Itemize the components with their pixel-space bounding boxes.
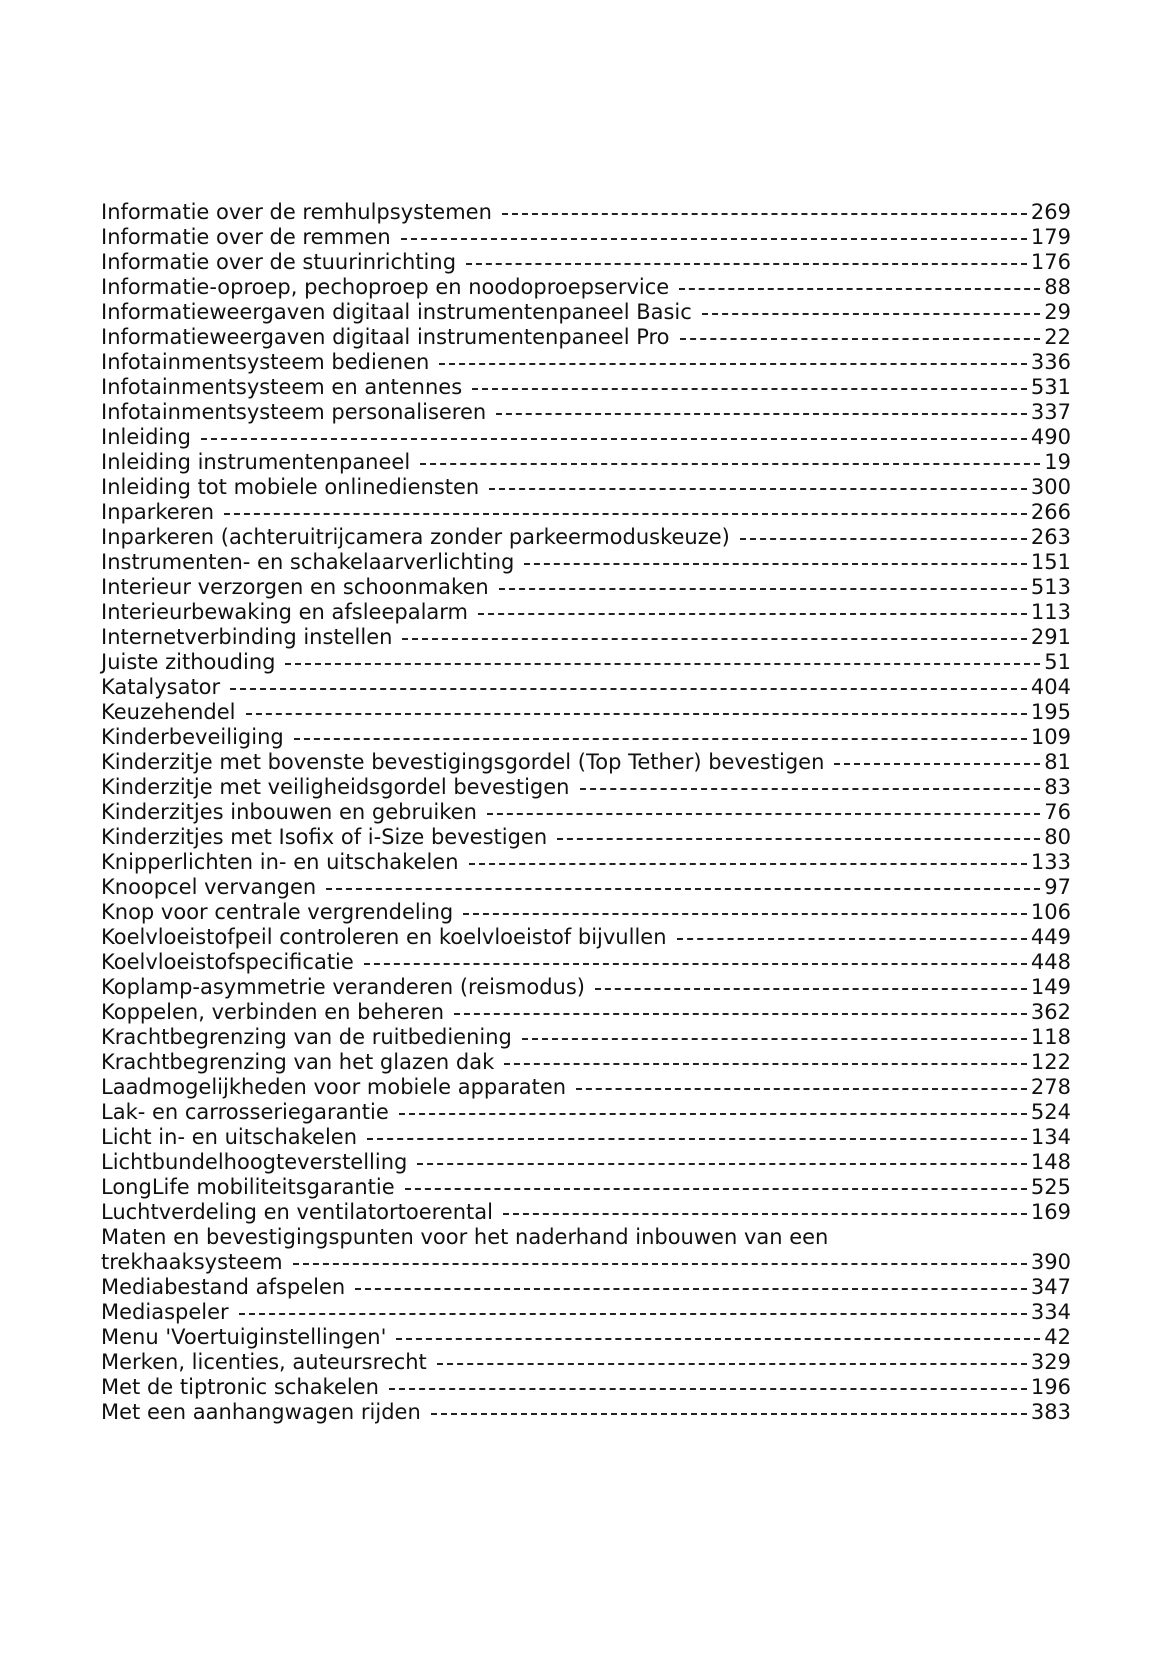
index-term: Informatie over de remhulpsystemen [101, 200, 492, 224]
index-term: Juiste zithouding [101, 650, 276, 674]
index-entry [101, 575, 1071, 600]
dot-leader [437, 1363, 1027, 1365]
index-entry [101, 1125, 1071, 1150]
dot-leader [285, 663, 1040, 665]
index-entry [101, 1050, 1071, 1075]
index-term: trekhaaksysteem [101, 1250, 283, 1274]
page-number: 133 [1030, 850, 1071, 874]
page-number: 334 [1030, 1300, 1071, 1324]
index-term: Knoopcel vervangen [101, 875, 317, 899]
dot-leader [472, 388, 1027, 390]
index-term: Mediabestand afspelen [101, 1275, 346, 1299]
index-entry [101, 650, 1071, 675]
dot-leader [487, 813, 1040, 815]
page-number: 148 [1030, 1150, 1071, 1174]
index-term: Krachtbegrenzing van het glazen dak [101, 1050, 495, 1074]
dot-leader [454, 1013, 1027, 1015]
index-entry [101, 825, 1071, 850]
index-entry [101, 225, 1071, 250]
dot-leader [522, 1038, 1027, 1040]
page-number: 80 [1044, 825, 1071, 849]
index-entry [101, 350, 1071, 375]
index-term: LongLife mobiliteitsgarantie [101, 1175, 395, 1199]
page-number: 122 [1030, 1050, 1071, 1074]
index-term: Kinderbeveiliging [101, 725, 284, 749]
page-number: 76 [1044, 800, 1071, 824]
dot-leader [677, 938, 1027, 940]
page-number: 531 [1030, 375, 1071, 399]
index-entry [101, 1300, 1071, 1325]
dot-leader [463, 913, 1027, 915]
index-term: Inparkeren (achteruitrijcamera zonder parkeermoduskeuze) [101, 525, 730, 549]
dot-leader [499, 588, 1027, 590]
dot-leader [496, 413, 1027, 415]
page-number: 329 [1030, 1350, 1071, 1374]
index-term: Koppelen, verbinden en beheren [101, 1000, 445, 1024]
index-entry [101, 1200, 1071, 1225]
index-entry [101, 1175, 1071, 1200]
index-term: Infotainmentsysteem personaliseren [101, 400, 487, 424]
page-number: 513 [1030, 575, 1071, 599]
dot-leader [417, 1163, 1027, 1165]
page-number: 300 [1030, 475, 1071, 499]
index-entry [101, 725, 1071, 750]
dot-leader [595, 988, 1027, 990]
index-term: Informatie-oproep, pechoproep en noodoproepservice [101, 275, 670, 299]
page-number: 83 [1044, 775, 1071, 799]
index-term: Katalysator [101, 675, 221, 699]
dot-leader [431, 1413, 1027, 1415]
page-number: 113 [1030, 600, 1071, 624]
page-number: 195 [1030, 700, 1071, 724]
index-term: Informatie over de stuurinrichting [101, 250, 457, 274]
dot-leader [478, 613, 1027, 615]
index-term: Koplamp-asymmetrie veranderen (reismodus) [101, 975, 585, 999]
dot-leader [326, 888, 1040, 890]
index-entry [101, 975, 1071, 1000]
index-entry [101, 600, 1071, 625]
page-number: 179 [1030, 225, 1071, 249]
index-entry [101, 700, 1071, 725]
dot-leader [239, 1313, 1027, 1315]
page-number: 151 [1030, 550, 1071, 574]
index-term: Kinderzitje met bovenste bevestigingsgordel (Top Tether) bevestigen [101, 750, 825, 774]
page-number: 176 [1030, 250, 1071, 274]
index-entry [101, 1025, 1071, 1050]
index-entry [101, 750, 1071, 775]
dot-leader [401, 238, 1027, 240]
index-entry [101, 1275, 1071, 1300]
page-number: 269 [1030, 200, 1071, 224]
dot-leader [469, 863, 1027, 865]
index-term: Informatieweergaven digitaal instrumentenpaneel Basic [101, 300, 692, 324]
index-term: Kinderzitjes met Isofix of i-Size bevestigen [101, 825, 548, 849]
index-term: Maten en bevestigingspunten voor het naderhand inbouwen van een [101, 1225, 829, 1249]
index-term: Laadmogelijkheden voor mobiele apparaten [101, 1075, 567, 1099]
index-term: Merken, licenties, auteursrecht [101, 1350, 427, 1374]
index-entry [101, 1325, 1071, 1350]
index-entry [101, 1400, 1071, 1425]
dot-leader [503, 1213, 1027, 1215]
index-entry [101, 425, 1071, 450]
dot-leader [355, 1288, 1027, 1290]
index-term: Kinderzitje met veiligheidsgordel bevestigen [101, 775, 570, 799]
dot-leader [294, 738, 1027, 740]
dot-leader [405, 1188, 1027, 1190]
dot-leader [364, 963, 1027, 965]
index-term: Internetverbinding instellen [101, 625, 393, 649]
index-term: Met de tiptronic schakelen [101, 1375, 379, 1399]
page-number: 263 [1030, 525, 1071, 549]
index-entry [101, 950, 1071, 975]
index-term: Knop voor centrale vergrendeling [101, 900, 454, 924]
index-term: Informatie over de remmen [101, 225, 391, 249]
dot-leader [293, 1263, 1027, 1265]
index-entry [101, 375, 1071, 400]
index-entry-continuation [101, 1250, 1071, 1275]
page-number: 448 [1030, 950, 1071, 974]
page-number: 390 [1030, 1250, 1071, 1274]
page-number: 490 [1030, 425, 1071, 449]
page-number: 525 [1030, 1175, 1071, 1199]
index-term: Inleiding instrumentenpaneel [101, 450, 411, 474]
dot-leader [396, 1338, 1040, 1340]
index-term: Inleiding tot mobiele onlinediensten [101, 475, 480, 499]
page-number: 51 [1044, 650, 1071, 674]
index-term: Inleiding [101, 425, 191, 449]
index-entry [101, 300, 1071, 325]
index-term: Met een aanhangwagen rijden [101, 1400, 421, 1424]
page-number: 336 [1030, 350, 1071, 374]
index-term: Keuzehendel [101, 700, 236, 724]
page-number: 19 [1044, 450, 1071, 474]
page-number: 149 [1030, 975, 1071, 999]
index-entry [101, 1375, 1071, 1400]
index-term: Koelvloeistofspecificatie [101, 950, 354, 974]
dot-leader [580, 788, 1041, 790]
page-number: 109 [1030, 725, 1071, 749]
page-number: 383 [1030, 1400, 1071, 1424]
page-number: 118 [1030, 1025, 1071, 1049]
index-entry [101, 800, 1071, 825]
dot-leader [230, 688, 1027, 690]
page-number: 449 [1030, 925, 1071, 949]
dot-leader [680, 338, 1041, 340]
index-entry [101, 775, 1071, 800]
index-term: Luchtverdeling en ventilatortoerental [101, 1200, 493, 1224]
index-term: Interieur verzorgen en schoonmaken [101, 575, 489, 599]
dot-leader [576, 1088, 1027, 1090]
index-entry [101, 400, 1071, 425]
dot-leader [834, 763, 1040, 765]
dot-leader [557, 838, 1040, 840]
index-entry [101, 550, 1071, 575]
dot-leader [702, 313, 1040, 315]
index-entry [101, 850, 1071, 875]
page-number: 88 [1044, 275, 1071, 299]
index-entry [101, 675, 1071, 700]
index-entry [101, 1075, 1071, 1100]
dot-leader [740, 538, 1027, 540]
index-term: Infotainmentsysteem bedienen [101, 350, 430, 374]
index-entry [101, 525, 1071, 550]
page-number: 291 [1030, 625, 1071, 649]
index-term: Interieurbewaking en afsleepalarm [101, 600, 468, 624]
page-number: 42 [1044, 1325, 1071, 1349]
index-term: Inparkeren [101, 500, 215, 524]
index-term: Koelvloeistofpeil controleren en koelvloeistof bijvullen [101, 925, 667, 949]
index-list [101, 200, 1071, 1425]
page-number: 106 [1030, 900, 1071, 924]
dot-leader [201, 438, 1027, 440]
dot-leader [502, 213, 1027, 215]
page-number: 347 [1030, 1275, 1071, 1299]
page-number: 266 [1030, 500, 1071, 524]
index-term: Informatieweergaven digitaal instrumentenpaneel Pro [101, 325, 670, 349]
page-number: 362 [1030, 1000, 1071, 1024]
dot-leader [399, 1113, 1027, 1115]
index-term: Licht in- en uitschakelen [101, 1125, 358, 1149]
index-entry [101, 500, 1071, 525]
index-entry [101, 1150, 1071, 1175]
index-entry-first-line [101, 1225, 1071, 1250]
index-term: Knipperlichten in- en uitschakelen [101, 850, 459, 874]
index-term: Kinderzitjes inbouwen en gebruiken [101, 800, 477, 824]
index-entry [101, 200, 1071, 225]
dot-leader [224, 513, 1027, 515]
dot-leader [367, 1138, 1027, 1140]
page-number: 278 [1030, 1075, 1071, 1099]
index-term: Infotainmentsysteem en antennes [101, 375, 463, 399]
dot-leader [389, 1388, 1027, 1390]
index-entry [101, 1000, 1071, 1025]
dot-leader [489, 488, 1027, 490]
dot-leader [466, 263, 1027, 265]
dot-leader [504, 1063, 1027, 1065]
page-number: 196 [1030, 1375, 1071, 1399]
index-entry [101, 450, 1071, 475]
page-number: 134 [1030, 1125, 1071, 1149]
index-entry [101, 900, 1071, 925]
page-number: 404 [1030, 675, 1071, 699]
dot-leader [679, 288, 1040, 290]
dot-leader [402, 638, 1026, 640]
page-number: 81 [1044, 750, 1071, 774]
index-term: Lak- en carrosseriegarantie [101, 1100, 389, 1124]
index-entry [101, 1100, 1071, 1125]
index-term: Instrumenten- en schakelaarverlichting [101, 550, 515, 574]
index-entry [101, 1350, 1071, 1375]
index-term: Mediaspeler [101, 1300, 229, 1324]
index-term: Menu 'Voertuiginstellingen' [101, 1325, 387, 1349]
index-entry [101, 925, 1071, 950]
dot-leader [246, 713, 1027, 715]
page-number: 29 [1044, 300, 1071, 324]
page-number: 97 [1044, 875, 1071, 899]
index-entry [101, 875, 1071, 900]
index-entry [101, 250, 1071, 275]
index-term: Lichtbundelhoogteverstelling [101, 1150, 408, 1174]
page-number: 22 [1044, 325, 1071, 349]
index-entry [101, 275, 1071, 300]
index-entry [101, 325, 1071, 350]
page-number: 524 [1030, 1100, 1071, 1124]
dot-leader [524, 563, 1027, 565]
dot-leader [439, 363, 1027, 365]
dot-leader [420, 463, 1040, 465]
index-term: Krachtbegrenzing van de ruitbediening [101, 1025, 512, 1049]
page-number: 169 [1030, 1200, 1071, 1224]
page-number: 337 [1030, 400, 1071, 424]
index-entry [101, 475, 1071, 500]
index-entry [101, 625, 1071, 650]
